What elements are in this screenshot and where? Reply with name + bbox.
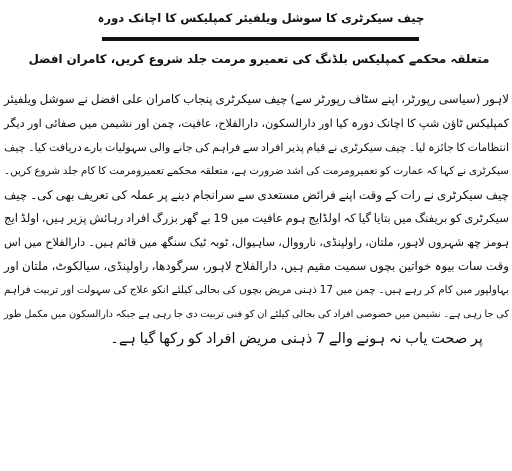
article-line: چیف سیکرٹری نے رات کے وقت اپنے فرائض مستعدی سے سرانجام دینے پر عملہ کی تعریف بھی کی۔ چیف xyxy=(4,187,509,202)
article-line: ہومز چھ شہروں لاہور، ملتان، راولپنڈی، نارووال، ساہیوال، ٹوبہ ٹیک سنگھ میں قائم ہیں۔ دارالفلاح میں اس xyxy=(4,236,509,250)
headline-rule-bottom xyxy=(102,39,419,41)
article-body xyxy=(4,88,509,351)
headline: چیف سیکرٹری کا سوشل ویلفیئر کمپلیکس کا اچانک دورہ xyxy=(97,11,425,25)
article-line: لاہور (سیاسی رپورٹر، اپنے سٹاف رپورٹر سے) چیف سیکرٹری پنجاب کامران علی افضل نے سوشل ویلفیئر xyxy=(4,92,509,106)
article-line: کی جا رہی ہے۔ نشیمن میں خصوصی افراد کی بحالی کیلئے ان کو فنی تربیت دی جا رہی ہے جبکہ دارالسکون میں مکمل طور xyxy=(4,309,509,321)
subheadline: متعلقہ محکمے کمپلیکس بلڈنگ کی تعمیرو مرمت جلد شروع کریں، کامران افضل xyxy=(28,52,490,66)
article-line: سیکرٹری نے کہا کہ عمارت کو تعمیرومرمت کی اشد ضرورت ہے، متعلقہ محکمے تعمیرومرمت کا کام جلد شروع کریں۔ xyxy=(4,164,509,177)
article-line: پر صحت یاب نہ ہونے والے 7 ذہنی مریض افراد کو رکھا گیا ہے۔ xyxy=(110,329,483,347)
article-line: انتظامات کا جائزہ لیا۔ چیف سیکرٹری نے قیام پذیر افراد سے فراہم کی جانے والی سہولیات بارے دریافت کیا۔ چیف xyxy=(4,140,509,154)
article-line: سیکرٹری کو بریفنگ میں بتایا گیا کہ اولڈایج ہوم عافیت میں 19 بے گھر بزرگ افراد رہائش پزیر ہیں، اولڈ ایج xyxy=(4,211,509,226)
article-line: کمپلیکس ٹاؤن شپ کا اچانک دورہ کیا اور دارالسکون، دارالفلاح، عافیت، چمن اور نشیمن میں صفائی اور دیگر xyxy=(4,116,509,130)
article-line: وقت سات بیوہ خواتین بچوں سمیت مقیم ہیں، دارالفلاح لاہور، سرگودھا، راولپنڈی، سیالکوٹ، ملتان اور xyxy=(4,259,509,274)
article-line: بہاولپور میں کام کر رہے ہیں۔ چمن میں 17 ذہنی مریض بچوں کی بحالی کیلئے انکو علاج کی سہولت اور تربیت فراہم xyxy=(4,284,509,297)
